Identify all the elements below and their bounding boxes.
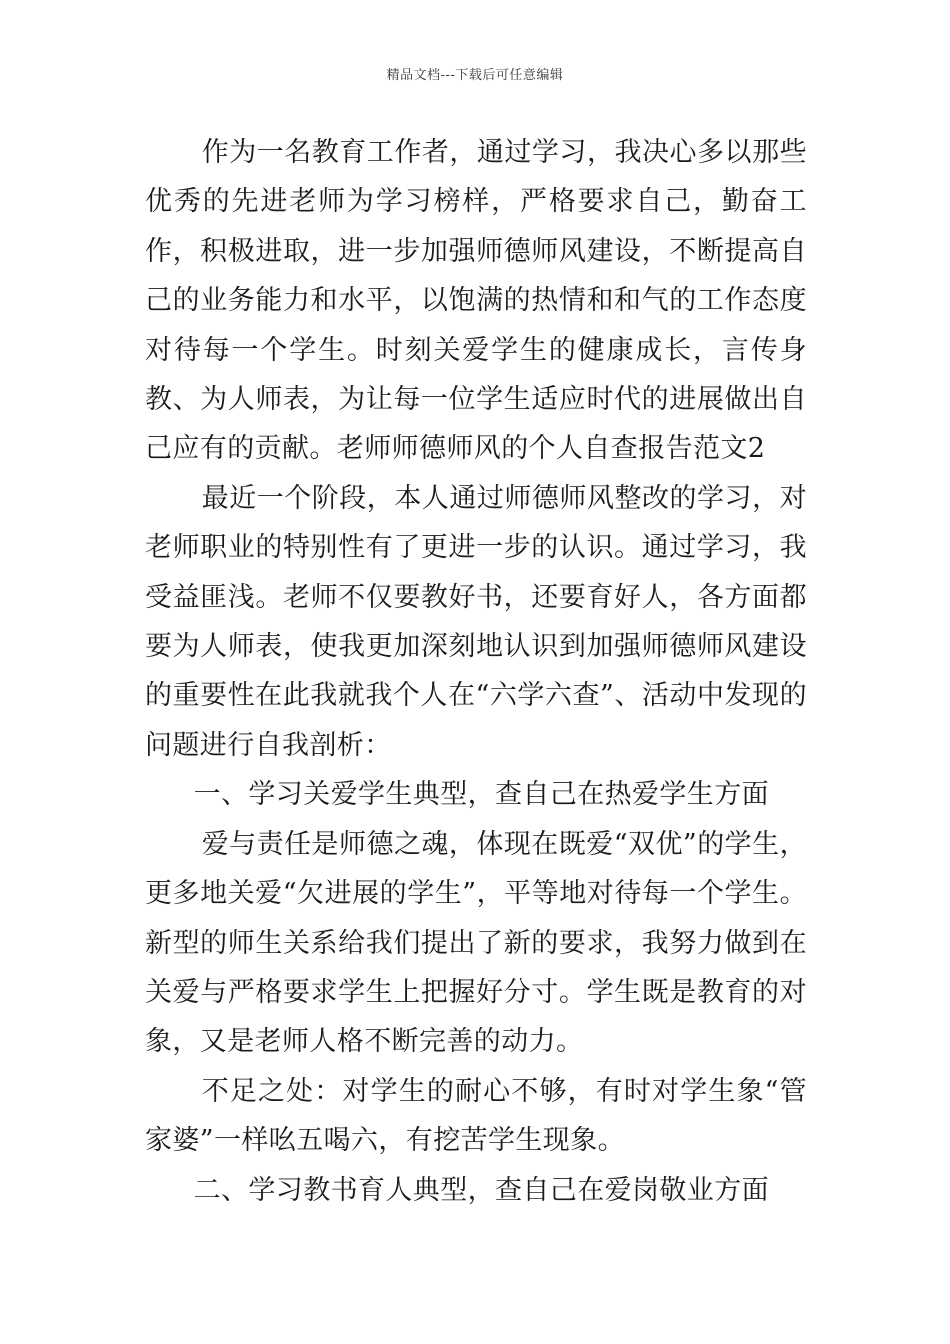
page-header: 精品文档---下载后可任意编辑 (386, 68, 564, 83)
paragraph-4: 不足之处：对学生的耐心不够，有时对学生象“管家婆”一样吆五喝六，有挖苦学生现象。 (145, 1075, 807, 1157)
paragraph-1: 作为一名教育工作者，通过学习，我决心多以那些优秀的先进老师为学习榜样，严格要求自己，勤奋工作，积极进取，进一步加强师德师风建设，不断提高自己的业务能力和水平，以饱满的热情和和气的工作态度对待每一个学生。时刻关爱学生的健康成长，言传身教、为人师表，为让每一位学生适应时代的进展做出自己应有的贡献。老师师德师风的个人自查报告范文2 (145, 137, 807, 465)
document-body (145, 128, 807, 1215)
paragraph-2: 最近一个阶段，本人通过师德师风整改的学习，对老师职业的特别性有了更进一步的认识。通过学习，我受益匪浅。老师不仅要教好书，还要育好人，各方面都要为人师表，使我更加深刻地认识到加强师德师风建设的重要性在此我就我个人在“六学六查”、活动中发现的问题进行自我剖析： (145, 482, 807, 761)
section-heading-1: 一、学习关爱学生典型，查自己在热爱学生方面 (193, 779, 769, 811)
paragraph-3: 爱与责任是师德之魂，体现在既爱“双优”的学生，更多地关爱“欠进展的学生”，平等地对待每一个学生。新型的师生关系给我们提出了新的要求，我努力做到在关爱与严格要求学生上把握好分寸。学生既是教育的对象，又是老师人格不断完善的动力。 (145, 828, 807, 1058)
section-heading-2: 二、学习教书育人典型，查自己在爱岗敬业方面 (193, 1174, 769, 1206)
